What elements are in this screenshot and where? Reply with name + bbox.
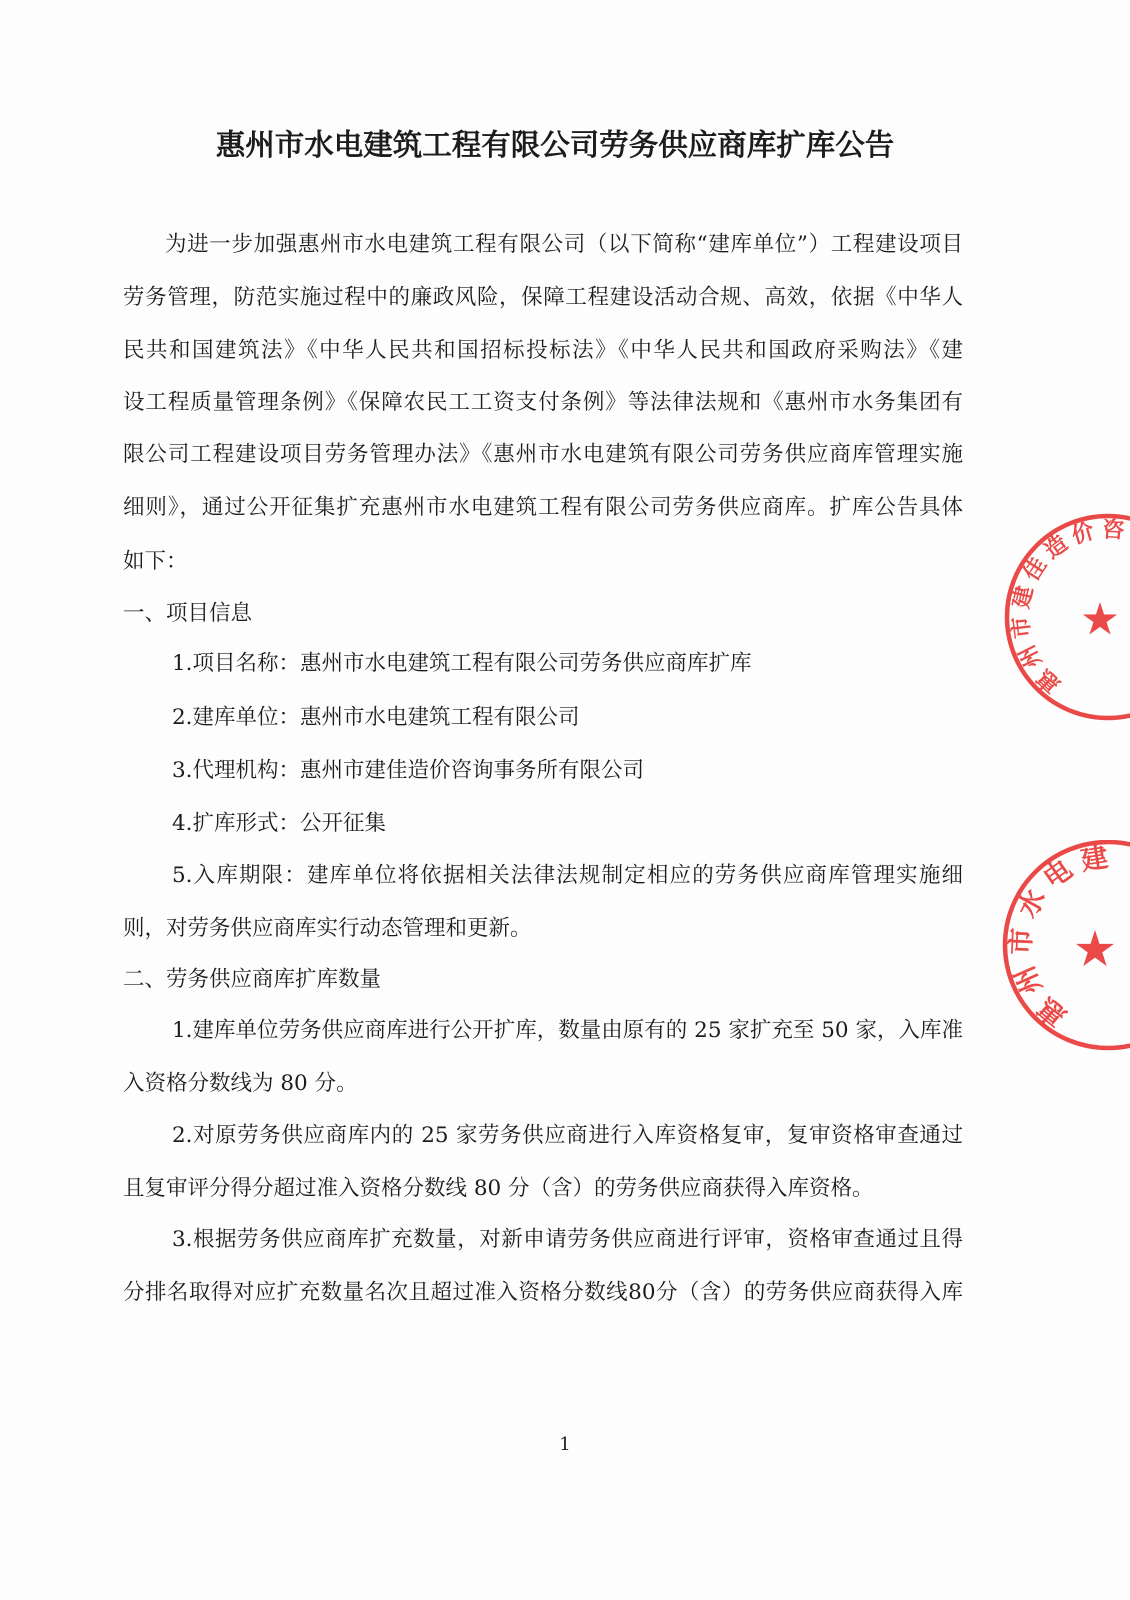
item-project-name: 1.项目名称：惠州市水电建筑工程有限公司劳务供应商库扩库 bbox=[172, 651, 752, 676]
intro-line: 如下： bbox=[123, 549, 188, 574]
intro-line: 设工程质量管理条例》《保障农民工工资支付条例》等法律法规和《惠州市水务集团有 bbox=[123, 390, 963, 415]
star-icon bbox=[1076, 930, 1114, 966]
section-heading-expansion-count: 二、劳务供应商库扩库数量 bbox=[123, 967, 382, 992]
item-library-unit: 2.建库单位：惠州市水电建筑工程有限公司 bbox=[172, 705, 580, 730]
item-new-applicant-review: 3.根据劳务供应商库扩充数量，对新申请劳务供应商进行评审，资格审查通过且得 bbox=[172, 1227, 963, 1252]
item-agency: 3.代理机构：惠州市建佳造价咨询事务所有限公司 bbox=[172, 758, 645, 783]
item-new-applicant-review-cont: 分排名取得对应扩充数量名次且超过准入资格分数线80分（含）的劳务供应商获得入库 bbox=[123, 1280, 963, 1305]
intro-line: 为进一步加强惠州市水电建筑工程有限公司（以下简称“建库单位”）工程建设项目 bbox=[165, 232, 963, 257]
agency-seal-stamp bbox=[1000, 505, 1130, 730]
item-requalification-cont: 且复审评分得分超过准入资格分数线 80 分（含）的劳务供应商获得入库资格。 bbox=[123, 1176, 874, 1201]
intro-line: 细则》，通过公开征集扩充惠州市水电建筑工程有限公司劳务供应商库。扩库公告具体 bbox=[123, 495, 963, 520]
item-admission-period: 5.入库期限：建库单位将依据相关法律法规制定相应的劳务供应商库管理实施细 bbox=[172, 863, 963, 888]
item-requalification: 2.对原劳务供应商库内的 25 家劳务供应商进行入库资格复审，复审资格审查通过 bbox=[172, 1123, 963, 1148]
item-expansion-scale-cont: 入资格分数线为 80 分。 bbox=[123, 1071, 358, 1096]
page-number: 1 bbox=[559, 1434, 571, 1455]
document-title: 惠州市水电建筑工程有限公司劳务供应商库扩库公告 bbox=[215, 127, 895, 162]
intro-line: 劳务管理，防范实施过程中的廉政风险，保障工程建设活动合规、高效，依据《中华人 bbox=[123, 285, 963, 310]
section-heading-project-info: 一、项目信息 bbox=[123, 601, 253, 626]
seal-text: 惠州市水电建 bbox=[1005, 842, 1111, 1032]
item-expansion-scale: 1.建库单位劳务供应商库进行公开扩库，数量由原有的 25 家扩充至 50 家，入库准 bbox=[172, 1018, 963, 1043]
intro-line: 民共和国建筑法》《中华人民共和国招标投标法》《中华人民共和国政府采购法》《建 bbox=[123, 338, 963, 363]
item-expansion-form: 4.扩库形式：公开征集 bbox=[172, 811, 387, 836]
intro-line: 限公司工程建设项目劳务管理办法》《惠州市水电建筑有限公司劳务供应商库管理实施 bbox=[123, 442, 963, 467]
item-admission-period-cont: 则，对劳务供应商库实行动态管理和更新。 bbox=[123, 916, 532, 941]
company-seal-stamp bbox=[1000, 840, 1130, 1060]
star-icon bbox=[1083, 602, 1117, 635]
seal-text: 惠州市建佳造价咨 bbox=[1008, 517, 1125, 698]
